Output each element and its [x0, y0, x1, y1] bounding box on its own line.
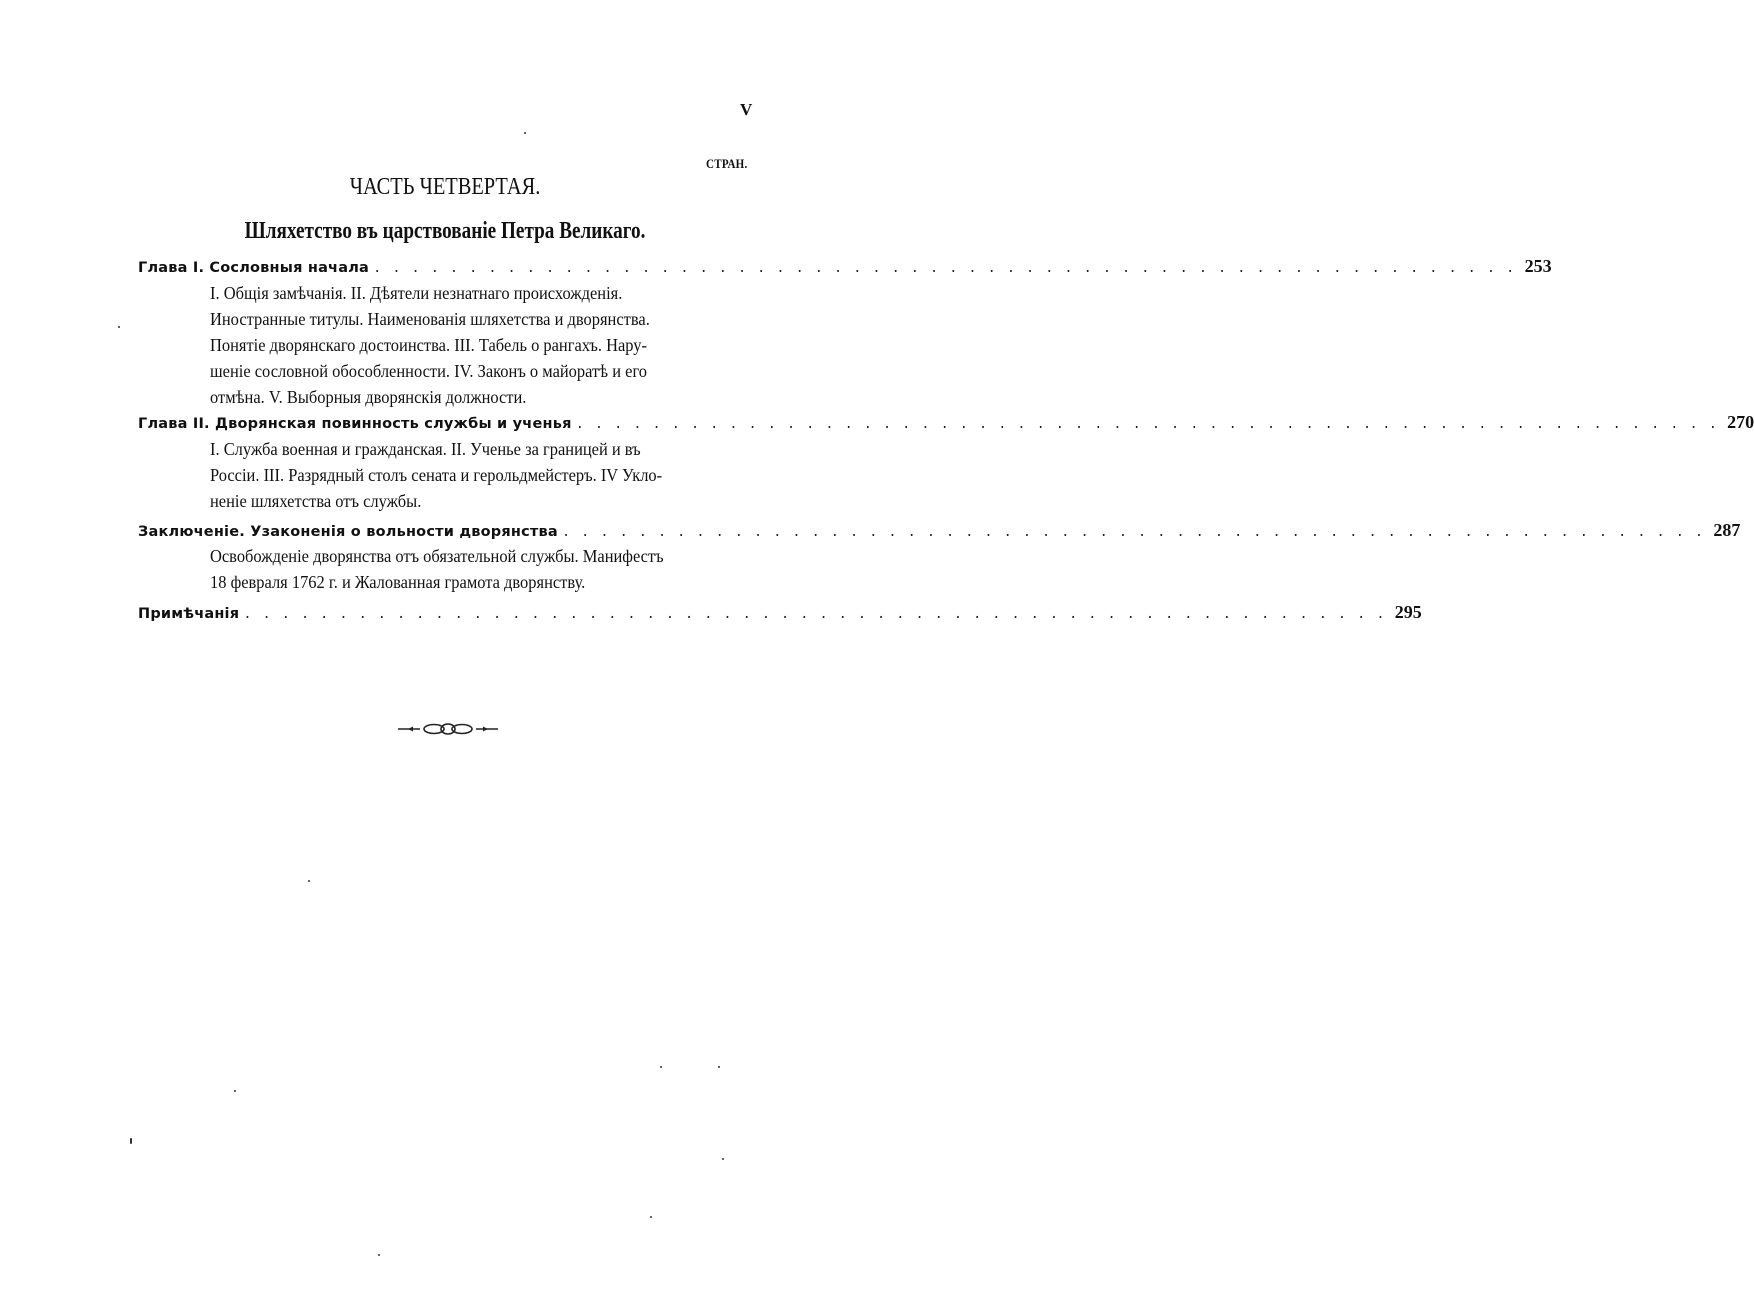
paper-speck [378, 1254, 380, 1256]
description-line: I. Общія замѣчанія. II. Дѣятели незнатнаго происхожденія. [210, 283, 623, 303]
paper-speck [118, 326, 120, 328]
toc-page-number: 295 [1394, 602, 1422, 622]
paper-speck [650, 1216, 652, 1218]
paper-speck [722, 1158, 724, 1160]
toc-entry-description [210, 280, 671, 410]
description-line: Россіи. III. Разрядный столъ сената и герольдмейстеръ. IV Укло- [210, 465, 663, 485]
paper-speck [660, 1066, 662, 1068]
page-number: V [740, 100, 753, 119]
toc-leader-dots: . . . . . . . . . . . . . . . . . . . . . . . . . . . . . . . . . . . . . . . . . . . . . . . . . . . . . . . . . . . . [373, 261, 1516, 277]
paper-speck [234, 1090, 236, 1092]
toc-page-number: 287 [1713, 520, 1741, 540]
toc-entry-conclusion[interactable] [138, 520, 1741, 544]
description-line: отмѣна. V. Выборныя дворянскія должности. [210, 387, 527, 407]
toc-heading-text: Глава II. Дворянская повинность службы и ученья [138, 416, 572, 432]
ornamental-divider-icon [396, 718, 500, 740]
description-line: Понятіе дворянскаго достоинства. III. Табель о рангахъ. Нару- [210, 335, 648, 355]
part-subtitle: Шляхетство въ царствованіе Петра Великаго. [244, 218, 646, 244]
toc-heading-text: Глава I. Сословныя начала [138, 260, 369, 276]
toc-heading-text: Примѣчанія [138, 606, 240, 622]
toc-entry-chapter-2[interactable] [138, 412, 1754, 436]
part-title: ЧАСТЬ ЧЕТВЕРТАЯ. [349, 174, 541, 200]
description-line: неніе шляхетства отъ службы. [210, 491, 422, 511]
paper-speck [308, 880, 310, 882]
paper-speck [130, 1138, 132, 1144]
description-line: шеніе сословной обособленности. IV. Законъ о майоратѣ и его [210, 361, 648, 381]
toc-page-number: 270 [1727, 412, 1754, 432]
toc-entry-description [210, 543, 671, 595]
description-line: Освобожденіе дворянства отъ обязательной службы. Манифестъ [210, 546, 664, 566]
description-line: I. Служба военная и гражданская. II. Ученье за границей и въ [210, 439, 641, 459]
description-line: 18 февраля 1762 г. и Жалованная грамота дворянству. [210, 572, 586, 592]
paper-speck [524, 132, 526, 134]
description-line: Иностранные титулы. Наименованія шляхетства и дворянства. [210, 309, 650, 329]
toc-leader-dots: . . . . . . . . . . . . . . . . . . . . . . . . . . . . . . . . . . . . . . . . . . . . . . . . . . . . . . . . . . . . [575, 417, 1719, 433]
page-column-label: СТРАН. [706, 156, 748, 171]
toc-entry-notes[interactable] [138, 602, 1422, 626]
paper-speck [718, 1066, 720, 1068]
toc-heading-text: Заключеніе. Узаконенія о вольности дворянства [138, 524, 558, 540]
toc-entry-description [210, 436, 671, 514]
toc-page-number: 253 [1524, 256, 1552, 276]
toc-leader-dots: . . . . . . . . . . . . . . . . . . . . . . . . . . . . . . . . . . . . . . . . . . . . . . . . . . . . . . . . . . . . [243, 607, 1386, 623]
toc-entry-chapter-1[interactable] [138, 256, 1552, 280]
toc-leader-dots: . . . . . . . . . . . . . . . . . . . . . . . . . . . . . . . . . . . . . . . . . . . . . . . . . . . . . . . . . . . . [561, 525, 1705, 541]
